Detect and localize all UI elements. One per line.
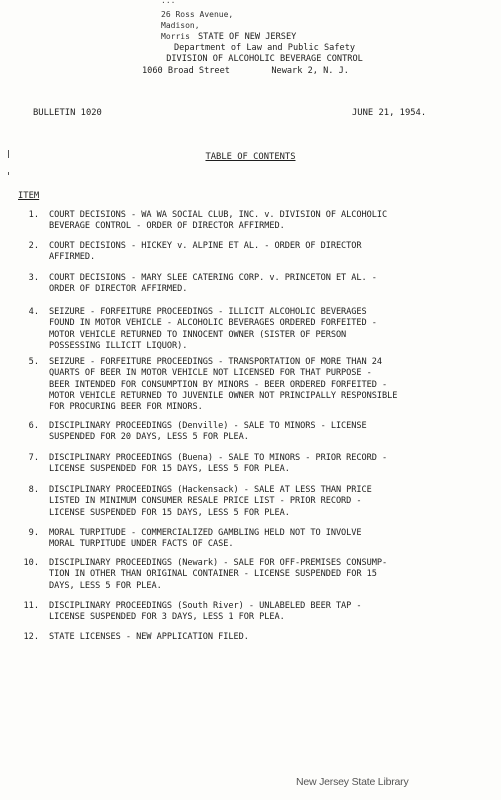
toc-item-number: 4. xyxy=(28,307,39,317)
toc-item-number: 7. xyxy=(28,453,39,463)
recipient-city: Madison, xyxy=(161,21,200,30)
toc-item-text: DISCIPLINARY PROCEEDINGS (South River) - UNLABELED BEER TAP - LICENSE SUSPENDED FOR 3 DAYS, LESS 1 FOR PLEA. xyxy=(49,601,362,623)
toc-item-number: 12. xyxy=(23,632,39,642)
toc-item-text: MORAL TURPITUDE - COMMERCIALIZED GAMBLING HELD NOT TO INVOLVE MORAL TURPITUDE UNDER FACTS OF CASE. xyxy=(49,528,362,550)
toc-item-number: 2. xyxy=(28,241,39,251)
toc-item-text: COURT DECISIONS - HICKEY v. ALPINE ET AL. - ORDER OF DIRECTOR AFFIRMED. xyxy=(49,241,362,263)
toc-item-number: 9. xyxy=(28,528,39,538)
toc-item-text: SEIZURE - FORFEITURE PROCEEDINGS - ILLICIT ALCOHOLIC BEVERAGES FOUND IN MOTOR VEHICLE - ALCOHOLIC BEVERAGES ORDERED FORFEITED - MOTOR VEHICLE RETURNED TO INNOCENT OWNER (SISTER OF PERSON POSSESSING ILLICIT LIQUOR). xyxy=(49,307,377,351)
toc-item-number: 5. xyxy=(28,357,39,367)
division-heading: DIVISION OF ALCOHOLIC BEVERAGE CONTROL xyxy=(166,54,363,64)
toc-item-text: DISCIPLINARY PROCEEDINGS (Newark) - SALE FOR OFF-PREMISES CONSUMP- TION IN OTHER THAN ORIGINAL CONTAINER - LICENSE SUSPENDED FOR 15 DAYS, LESS 5 FOR PLEA. xyxy=(49,558,388,591)
toc-item-text: STATE LICENSES - NEW APPLICATION FILED. xyxy=(49,632,249,642)
toc-item-text: COURT DECISIONS - MARY SLEE CATERING CORP. v. PRINCETON ET AL. - ORDER OF DIRECTOR AFFIRMED. xyxy=(49,273,377,295)
cropped-stamp-line: ... xyxy=(161,0,176,5)
library-stamp: New Jersey State Library xyxy=(296,776,409,788)
state-heading: STATE OF NEW JERSEY xyxy=(198,32,297,42)
bulletin-date: JUNE 21, 1954. xyxy=(352,108,427,118)
toc-item-number: 10. xyxy=(23,558,39,568)
table-of-contents-title: TABLE OF CONTENTS xyxy=(205,152,296,162)
toc-item-text: DISCIPLINARY PROCEEDINGS (Buena) - SALE TO MINORS - PRIOR RECORD - LICENSE SUSPENDED FOR 15 DAYS, LESS 5 FOR PLEA. xyxy=(49,453,388,475)
recipient-county: Morris xyxy=(161,32,190,41)
department-heading: Department of Law and Public Safety xyxy=(173,43,356,53)
item-column-heading: ITEM xyxy=(18,191,40,201)
toc-item-number: 8. xyxy=(28,485,39,495)
recipient-street: 26 Ross Avenue, xyxy=(161,10,234,19)
margin-mark xyxy=(8,150,9,158)
toc-item-text: SEIZURE - FORFEITURE PROCEEDINGS - TRANSPORTATION OF MORE THAN 24 QUARTS OF BEER IN MOTOR VEHICLE NOT LICENSED FOR THAT PURPOSE - BEER INTENDED FOR CONSUMPTION BY MINORS - BEER ORDERED FORFEITED - MOTOR VEHICLE RETURNED TO JUVENILE OWNER NOT PRINCIPALLY RESPONSIBLE FOR PROCURING BEER FOR MINORS. xyxy=(49,357,398,413)
toc-item-number: 1. xyxy=(28,210,39,220)
toc-item-text: DISCIPLINARY PROCEEDINGS (Denville) - SALE TO MINORS - LICENSE SUSPENDED FOR 20 DAYS, LESS 5 FOR PLEA. xyxy=(49,421,367,443)
division-address: 1060 Broad Street Newark 2, N. J. xyxy=(142,66,349,76)
toc-item-text: COURT DECISIONS - WA WA SOCIAL CLUB, INC. v. DIVISION OF ALCOHOLIC BEVERAGE CONTROL - ORDER OF DIRECTOR AFFIRMED. xyxy=(49,210,388,232)
bulletin-number: BULLETIN 1020 xyxy=(33,108,102,118)
toc-item-number: 11. xyxy=(23,601,39,611)
toc-item-text: DISCIPLINARY PROCEEDINGS (Hackensack) - SALE AT LESS THAN PRICE LISTED IN MINIMUM CONSUMER RESALE PRICE LIST - PRIOR RECORD - LICENSE SUSPENDED FOR 15 DAYS, LESS 5 FOR PLEA. xyxy=(49,485,372,518)
toc-item-number: 6. xyxy=(28,421,39,431)
margin-mark xyxy=(8,172,9,175)
toc-item-number: 3. xyxy=(28,273,39,283)
